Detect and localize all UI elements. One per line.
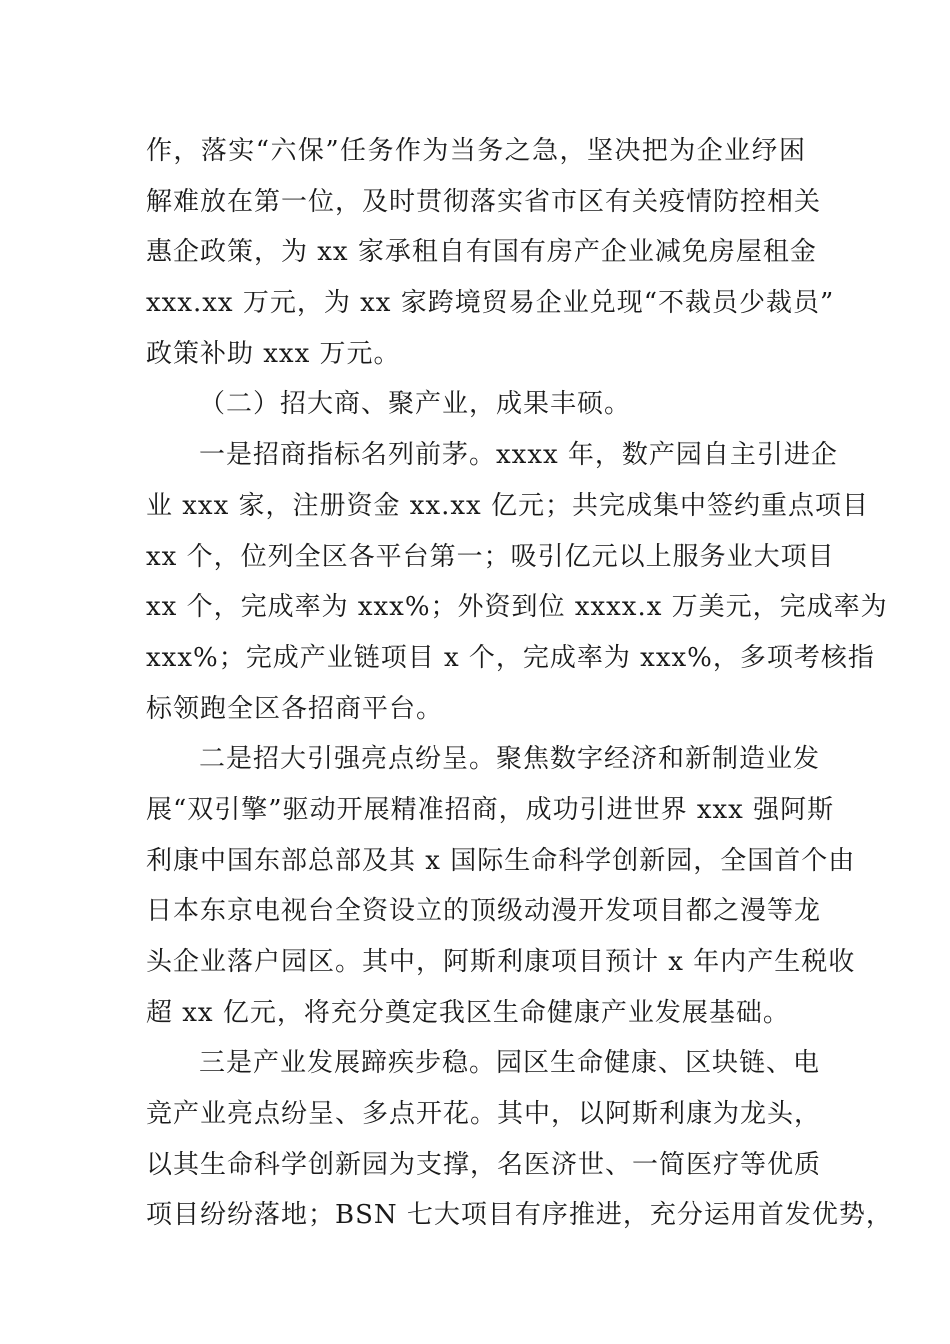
text-line: 日本东京电视台全资设立的顶级动漫开发项目都之漫等龙 xyxy=(146,896,822,927)
text-line: xxx%；完成产业链项目 x 个，完成率为 xxx%，多项考核指 xyxy=(146,642,875,673)
text-line: 以其生命科学创新园为支撑，名医济世、一简医疗等优质 xyxy=(146,1149,822,1180)
text-line: xx 个，位列全区各平台第一；吸引亿元以上服务业大项目 xyxy=(146,541,835,572)
text-line: 项目纷纷落地；BSN 七大项目有序推进，充分运用首发优势， xyxy=(146,1200,893,1231)
text-line: 政策补助 xxx 万元。 xyxy=(146,338,401,369)
text-line: xx 个，完成率为 xxx%；外资到位 xxxx.x 万美元，完成率为 xyxy=(146,592,888,623)
text-line: 业 xxx 家，注册资金 xx.xx 亿元；共完成集中签约重点项目 xyxy=(146,490,869,521)
text-line: xxx.xx 万元，为 xx 家跨境贸易企业兑现“不裁员少裁员” xyxy=(146,288,835,319)
paragraph-first-line: 二是招大引强亮点纷呈。聚焦数字经济和新制造业发 xyxy=(199,744,821,775)
paragraph-first-line: 三是产业发展蹄疾步稳。园区生命健康、区块链、电 xyxy=(199,1048,821,1079)
paragraph-first-line: （二）招大商、聚产业，成果丰硕。 xyxy=(199,389,632,420)
paragraph-first-line: 一是招商指标名列前茅。xxxx 年，数产园自主引进企 xyxy=(199,440,838,471)
text-line: 展“双引擎”驱动开展精准招商，成功引进世界 xxx 强阿斯 xyxy=(146,794,835,825)
text-line: 竞产业亮点纷呈、多点开花。其中，以阿斯利康为龙头， xyxy=(146,1099,822,1130)
text-line: 惠企政策，为 xx 家承租自有国有房产企业减免房屋租金 xyxy=(146,237,817,268)
text-line: 超 xx 亿元，将充分奠定我区生命健康产业发展基础。 xyxy=(146,997,790,1028)
text-line: 利康中国东部总部及其 x 国际生命科学创新园，全国首个由 xyxy=(146,845,856,876)
text-line: 解难放在第一位，及时贯彻落实省市区有关疫情防控相关 xyxy=(146,186,822,217)
text-line: 标领跑全区各招商平台。 xyxy=(146,693,444,724)
body-text xyxy=(146,126,893,1241)
text-line: 头企业落户园区。其中，阿斯利康项目预计 x 年内产生税收 xyxy=(146,947,856,977)
text-line: 作，落实“六保”任务作为当务之急，坚决把为企业纾困 xyxy=(146,136,806,166)
